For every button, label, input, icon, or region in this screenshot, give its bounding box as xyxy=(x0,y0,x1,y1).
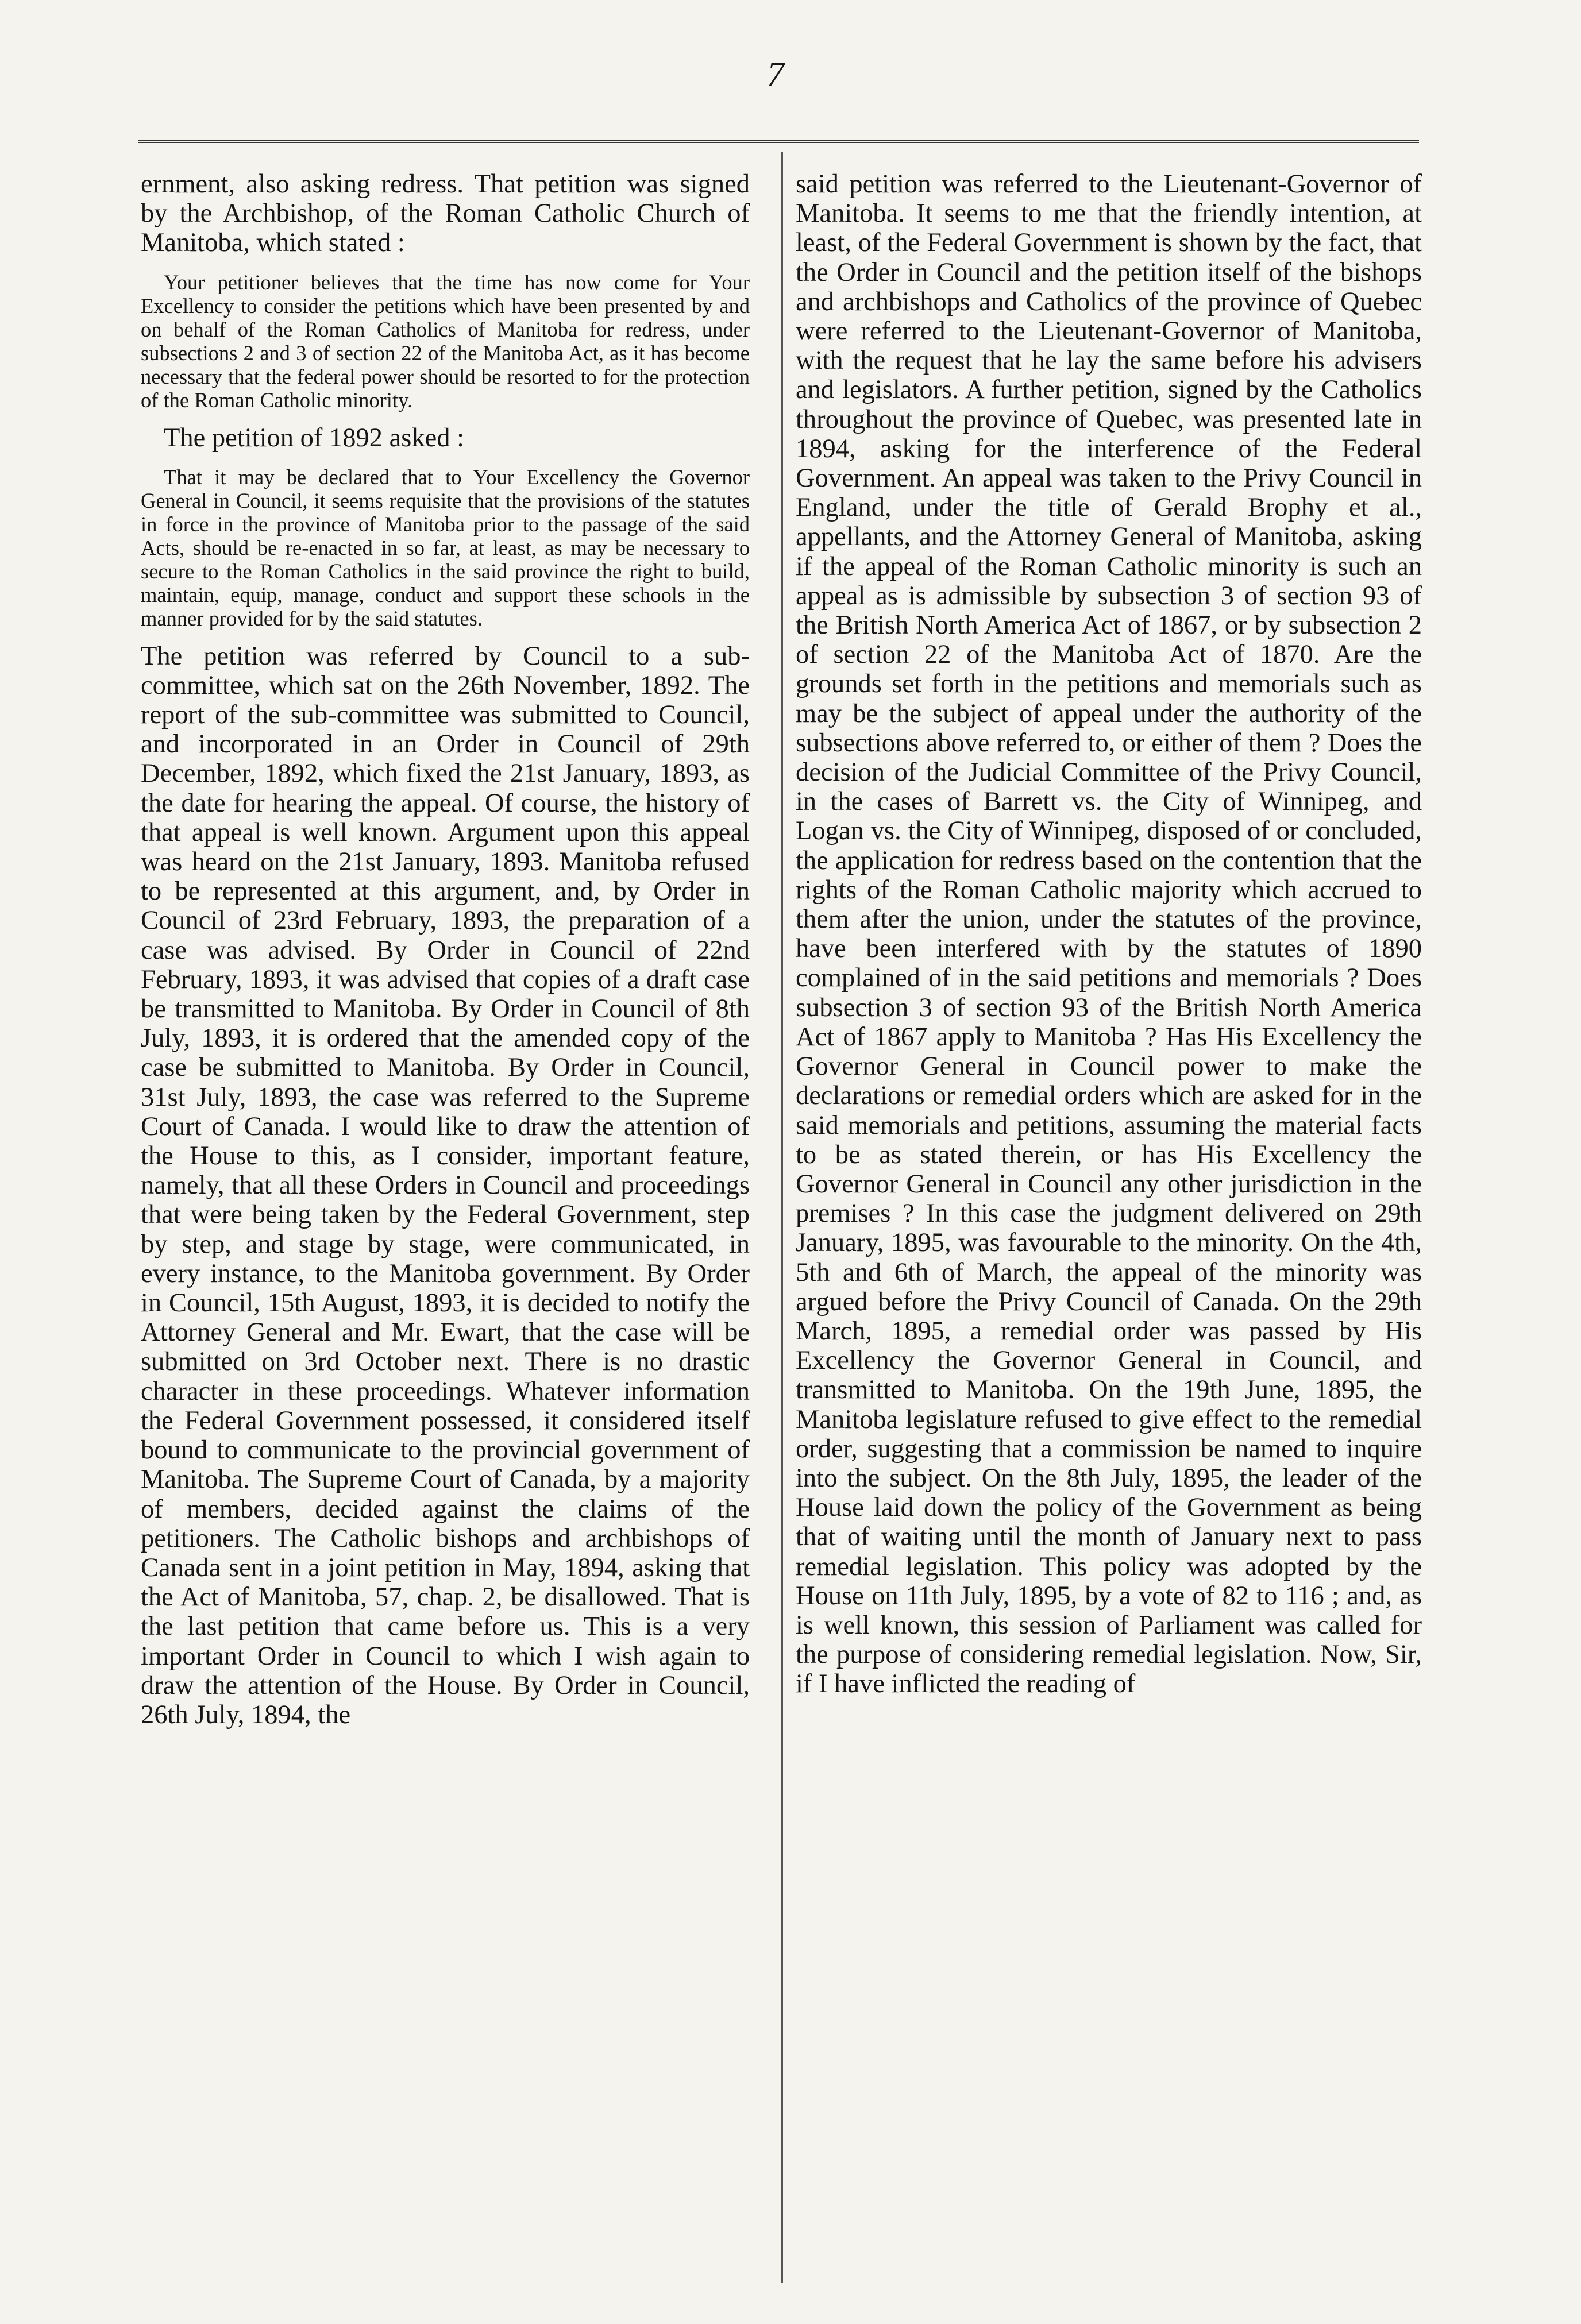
page-number: 7 xyxy=(767,55,784,93)
right-column xyxy=(796,169,1422,1699)
column-divider xyxy=(781,152,783,2283)
left-paragraph-2: The petition was referred by Council to a sub-committee, which sat on the 26th November, 1892. The report of the sub-committee was submitted to Council, and incorporated in an Order in Council of 29th December, 1892, which fixed the 21st January, 1893, as the date for hearing the appeal. Of course, the history of that appeal is well known. Argument upon this appeal was heard on the 21st January, 1893. Manitoba refused to be represented at this argument, and, by Order in Council of 23rd February, 1893, the preparation of a case was advised. By Order in Council of 22nd February, 1893, it was advised that copies of a draft case be transmitted to Manitoba. By Order in Council of 8th July, 1893, it is ordered that the amended copy of the case be submitted to Manitoba. By Order in Council, 31st July, 1893, the case was referred to the Supreme Court of Canada. I would like to draw the attention of the House to this, as I consider, important feature, namely, that all these Orders in Council and proceedings that were being taken by the Federal Government, step by step, and stage by stage, were communicated, in every instance, to the Manitoba government. By Order in Council, 15th August, 1893, it is decided to notify the Attorney General and Mr. Ewart, that the case will be submitted on 3rd October next. There is no drastic character in these proceedings. Whatever information the Federal Government possessed, it considered itself bound to communicate to the provincial government of Manitoba. The Supreme Court of Canada, by a majority of members, decided against the claims of the petitioners. The Catholic bishops and archbishops of Canada sent in a joint petition in May, 1894, asking that the Act of Manitoba, 57, chap. 2, be disallowed. That is the last petition that came before us. This is a very important Order in Council to which I wish again to draw the attention of the House. By Order in Council, 26th July, 1894, the xyxy=(141,641,750,1730)
left-paragraph-1: ernment, also asking redress. That petition was signed by the Archbishop, of the Roman Catholic Church of Manitoba, which stated : xyxy=(141,169,750,258)
right-paragraph-1: said petition was referred to the Lieutenant-Governor of Manitoba. It seems to me that the friendly intention, at least, of the Federal Government is shown by the fact, that the Order in Council and the petition itself of the bishops and archbishops and Catholics of the province of Quebec were referred to the Lieutenant-Governor of Manitoba, with the request that he lay the same before his advisers and legislators. A further petition, signed by the Catholics throughout the province of Quebec, was presented late in 1894, asking for the interference of the Federal Government. An appeal was taken to the Privy Council in England, under the title of Gerald Brophy et al., appellants, and the Attorney General of Manitoba, asking if the appeal of the Roman Catholic minority is such an appeal as is admissible by subsection 3 of section 93 of the British North America Act of 1867, or by subsection 2 of section 22 of the Manitoba Act of 1870. Are the grounds set forth in the petitions and memorials such as may be the subject of appeal under the authority of the subsections above referred to, or either of them ? Does the decision of the Judicial Committee of the Privy Council, in the cases of Barrett vs. the City of Winnipeg, and Logan vs. the City of Winnipeg, disposed of or concluded, the application for redress based on the contention that the rights of the Roman Catholic majority which accrued to them after the union, under the statutes of the province, have been interfered with by the statutes of 1890 complained of in the said petitions and memorials ? Does subsection 3 of section 93 of the British North America Act of 1867 apply to Manitoba ? Has His Excellency the Governor General in Council power to make the declarations or remedial orders which are asked for in the said memorials and petitions, assuming the material facts to be as stated therein, or has His Excellency the Governor General in Council any other jurisdiction in the premises ? In this case the judgment delivered on 29th January, 1895, was favourable to the minority. On the 4th, 5th and 6th of March, the appeal of the minority was argued before the Privy Council of Canada. On the 29th March, 1895, a remedial order was passed by His Excellency the Governor General in Council, and transmitted to Manitoba. On the 19th June, 1895, the Manitoba legislature refused to give effect to the remedial order, suggesting that a commission be named to inquire into the subject. On the 8th July, 1895, the leader of the House laid down the policy of the Government as being that of waiting until the month of January next to pass remedial legislation. This policy was adopted by the House on 11th July, 1895, by a vote of 82 to 116 ; and, as is well known, this session of Parliament was called for the purpose of considering remedial legislation. Now, Sir, if I have inflicted the reading of xyxy=(796,169,1422,1699)
left-quote-2: That it may be declared that to Your Excellency the Governor General in Council, it seems requisite that the provisions of the statutes in force in the province of Manitoba prior to the passage of the said Acts, should be re-enacted in so far, at least, as may be necessary to secure to the Roman Catholics in the said province the right to build, maintain, equip, manage, conduct and support these schools in the manner provided for by the said statutes. xyxy=(141,465,750,630)
left-heading-petition-1892: The petition of 1892 asked : xyxy=(164,423,465,453)
left-column xyxy=(141,169,750,1730)
left-quote-1: Your petitioner believes that the time has now come for Your Excellency to consider the petitions which have been presented by and on behalf of the Roman Catholics of Manitoba for redress, under subsections 2 and 3 of section 22 of the Manitoba Act, as it has become necessary that the federal power should be resorted to for the protection of the Roman Catholic minority. xyxy=(141,270,750,412)
header-rule xyxy=(138,140,1419,143)
